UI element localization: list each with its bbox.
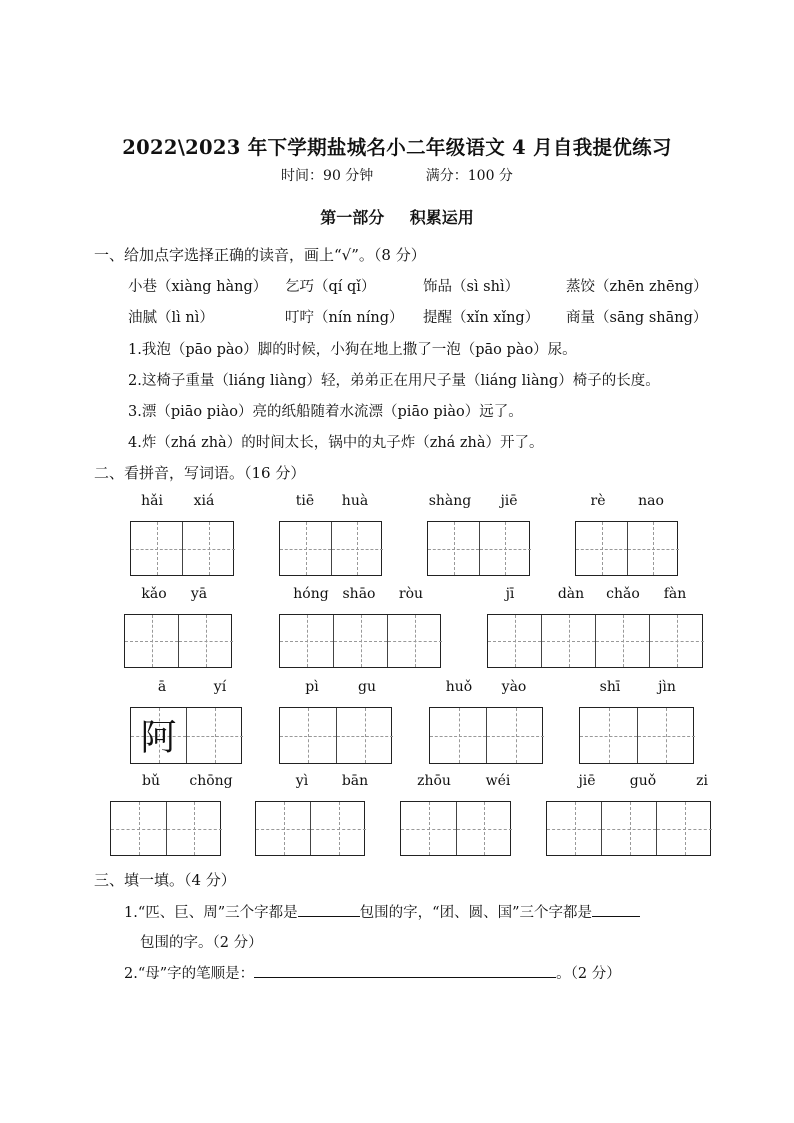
part-name: 第一部分 bbox=[320, 208, 385, 227]
guide-line-horizontal bbox=[334, 641, 387, 642]
guide-line-horizontal bbox=[280, 549, 331, 550]
tianzige-grid bbox=[579, 707, 694, 764]
sample-character: 阿 bbox=[140, 716, 177, 758]
q3-item1 bbox=[124, 901, 640, 922]
pinyin-label: huǒ bbox=[445, 679, 473, 695]
pinyin-label: shāo bbox=[342, 586, 376, 602]
pinyin-label: hǎi bbox=[141, 493, 163, 509]
tianzige-grid bbox=[110, 801, 221, 856]
pinyin-label: jī bbox=[505, 586, 515, 602]
pinyin-label: zhōu bbox=[417, 773, 451, 789]
pinyin-label: hóng bbox=[293, 586, 329, 602]
guide-line-horizontal bbox=[488, 641, 541, 642]
guide-line-horizontal bbox=[337, 736, 394, 737]
writing-cell[interactable] bbox=[280, 615, 334, 667]
q2-heading: 二、看拼音，写词语。（16 分） bbox=[94, 464, 306, 482]
pinyin-label: jiē bbox=[500, 493, 518, 509]
time-limit: 时间：90 分钟 bbox=[281, 168, 374, 184]
guide-line-horizontal bbox=[183, 549, 235, 550]
guide-line-horizontal bbox=[428, 549, 479, 550]
guide-line-horizontal bbox=[657, 829, 712, 830]
writing-cell[interactable] bbox=[337, 708, 394, 763]
q3-item2-text-a: 2.“母”字的笔顺是： bbox=[124, 966, 255, 982]
pinyin-label: bān bbox=[341, 773, 369, 789]
q1-sentence-2: 2.这椅子重量（liáng liàng）轻，弟弟正在用尺子量（liáng liàng）椅子的长度。 bbox=[128, 373, 660, 389]
q3-item1-text-a: 1.“匹、巨、周”三个字都是 bbox=[124, 905, 298, 921]
writing-cell[interactable] bbox=[131, 708, 187, 763]
pinyin-label: ròu bbox=[398, 586, 424, 602]
q1-row1-2: 饰品（sì shì） bbox=[423, 279, 520, 295]
guide-line-horizontal bbox=[580, 736, 637, 737]
q3-blank-3[interactable] bbox=[254, 963, 556, 978]
pinyin-label: wéi bbox=[485, 773, 511, 789]
guide-line-horizontal bbox=[332, 549, 384, 550]
guide-line-horizontal bbox=[547, 829, 601, 830]
pinyin-label: jìn bbox=[658, 679, 676, 695]
tianzige-grid bbox=[546, 801, 711, 856]
writing-cell[interactable] bbox=[542, 615, 596, 667]
q3-heading: 三、填一填。（4 分） bbox=[94, 871, 236, 889]
part-heading bbox=[0, 205, 794, 228]
tianzige-grid bbox=[429, 707, 543, 764]
tianzige-grid bbox=[279, 521, 382, 576]
guide-line-horizontal bbox=[388, 641, 442, 642]
writing-cell[interactable] bbox=[430, 708, 487, 763]
writing-cell[interactable] bbox=[183, 522, 235, 575]
tianzige-grid bbox=[427, 521, 530, 576]
pinyin-label: huà bbox=[341, 493, 369, 509]
guide-line-horizontal bbox=[457, 829, 513, 830]
guide-line-horizontal bbox=[256, 829, 310, 830]
q3-item2 bbox=[124, 962, 621, 983]
q1-row1-3: 蒸饺（zhēn zhēng） bbox=[566, 279, 708, 295]
writing-cell[interactable] bbox=[480, 522, 532, 575]
guide-line-horizontal bbox=[280, 641, 333, 642]
pinyin-label: yí bbox=[213, 679, 227, 695]
guide-line-horizontal bbox=[179, 641, 233, 642]
guide-line-horizontal bbox=[480, 549, 532, 550]
q1-sentence-1: 1.我泡（pāo pào）脚的时候，小狗在地上撒了一泡（pāo pào）尿。 bbox=[128, 342, 577, 358]
writing-cell[interactable] bbox=[580, 708, 638, 763]
tianzige-grid bbox=[124, 614, 232, 668]
q1-heading: 一、给加点字选择正确的读音，画上“√”。（8 分） bbox=[94, 246, 426, 264]
tianzige-grid bbox=[130, 707, 242, 764]
writing-cell[interactable] bbox=[487, 708, 544, 763]
pinyin-label: dàn bbox=[557, 586, 585, 602]
tianzige-grid bbox=[279, 707, 392, 764]
q3-item1-text-b: 包围的字，“团、圆、国”三个字都是 bbox=[359, 905, 592, 921]
writing-cell[interactable] bbox=[111, 802, 167, 855]
writing-cell[interactable] bbox=[280, 522, 332, 575]
writing-cell[interactable] bbox=[187, 708, 243, 763]
writing-cell[interactable] bbox=[125, 615, 179, 667]
guide-line-horizontal bbox=[542, 641, 595, 642]
writing-cell[interactable] bbox=[638, 708, 696, 763]
writing-cell[interactable] bbox=[131, 522, 183, 575]
writing-cell[interactable] bbox=[547, 802, 602, 855]
q3-item2-text-b: 。（2 分） bbox=[556, 966, 621, 982]
writing-cell[interactable] bbox=[401, 802, 457, 855]
pinyin-label: zi bbox=[696, 773, 708, 789]
writing-cell[interactable] bbox=[428, 522, 480, 575]
writing-cell[interactable] bbox=[488, 615, 542, 667]
part-subtitle: 积累运用 bbox=[409, 208, 474, 227]
pinyin-label: pì bbox=[305, 679, 319, 695]
pinyin-label: chōng bbox=[189, 773, 233, 789]
q1-row1-0: 小巷（xiàng hàng） bbox=[128, 279, 268, 295]
pinyin-label: tiē bbox=[295, 493, 315, 509]
tianzige-grid bbox=[130, 521, 234, 576]
pinyin-label: ā bbox=[157, 679, 167, 695]
exam-info bbox=[0, 165, 794, 185]
pinyin-label: fàn bbox=[663, 586, 687, 602]
tianzige-grid bbox=[279, 614, 441, 668]
tianzige-grid bbox=[255, 801, 365, 856]
q1-row2-1: 叮咛（nín níng） bbox=[285, 310, 404, 326]
guide-line-horizontal bbox=[131, 549, 182, 550]
guide-line-horizontal bbox=[167, 829, 223, 830]
pinyin-label: guǒ bbox=[629, 773, 657, 789]
guide-line-horizontal bbox=[650, 641, 704, 642]
pinyin-label: chǎo bbox=[606, 586, 640, 602]
guide-line-horizontal bbox=[487, 736, 544, 737]
writing-cell[interactable] bbox=[650, 615, 704, 667]
page-title: 2022\2023 年下学期盐城名小二年级语文 4 月自我提优练习 bbox=[122, 136, 672, 159]
q1-sentence-4: 4.炸（zhá zhà）的时间太长，锅中的丸子炸（zhá zhà）开了。 bbox=[128, 435, 544, 451]
guide-line-horizontal bbox=[596, 641, 649, 642]
pinyin-label: yì bbox=[295, 773, 309, 789]
q1-sentence-3: 3.漂（piāo piào）亮的纸船随着水流漂（piāo piào）远了。 bbox=[128, 404, 523, 420]
guide-line-horizontal bbox=[638, 736, 696, 737]
writing-cell[interactable] bbox=[179, 615, 233, 667]
pinyin-label: shàng bbox=[428, 493, 472, 509]
writing-cell[interactable] bbox=[334, 615, 388, 667]
q3-blank-2[interactable] bbox=[592, 902, 640, 917]
guide-line-horizontal bbox=[280, 736, 336, 737]
pinyin-label: jiē bbox=[578, 773, 596, 789]
pinyin-label: nao bbox=[638, 493, 664, 509]
writing-cell[interactable] bbox=[311, 802, 366, 855]
writing-cell[interactable] bbox=[628, 522, 680, 575]
writing-cell[interactable] bbox=[576, 522, 628, 575]
pinyin-label: bǔ bbox=[142, 773, 160, 789]
guide-line-horizontal bbox=[602, 829, 656, 830]
pinyin-label: yā bbox=[190, 586, 208, 602]
writing-cell[interactable] bbox=[256, 802, 311, 855]
pinyin-label: shī bbox=[599, 679, 621, 695]
q1-row2-2: 提醒（xǐn xǐng） bbox=[423, 310, 540, 326]
q3-item1-cont: 包围的字。（2 分） bbox=[140, 935, 263, 951]
guide-line-horizontal bbox=[125, 641, 178, 642]
writing-cell[interactable] bbox=[280, 708, 337, 763]
pinyin-label: gu bbox=[358, 679, 376, 695]
pinyin-label: xiá bbox=[193, 493, 215, 509]
guide-line-horizontal bbox=[187, 736, 243, 737]
writing-cell[interactable] bbox=[457, 802, 513, 855]
guide-line-horizontal bbox=[628, 549, 680, 550]
writing-cell[interactable] bbox=[602, 802, 657, 855]
pinyin-label: rè bbox=[590, 493, 606, 509]
full-score: 满分：100 分 bbox=[425, 168, 513, 184]
tianzige-grid bbox=[487, 614, 703, 668]
q1-row2-0: 油腻（lì nì） bbox=[128, 310, 214, 326]
writing-cell[interactable] bbox=[596, 615, 650, 667]
guide-line-horizontal bbox=[111, 829, 166, 830]
pinyin-label: yào bbox=[501, 679, 527, 695]
writing-cell[interactable] bbox=[332, 522, 384, 575]
tianzige-grid bbox=[575, 521, 678, 576]
guide-line-horizontal bbox=[311, 829, 366, 830]
writing-cell[interactable] bbox=[167, 802, 223, 855]
guide-line-horizontal bbox=[430, 736, 486, 737]
q1-row2-3: 商量（sāng shāng） bbox=[566, 310, 708, 326]
pinyin-label: kǎo bbox=[141, 586, 167, 602]
guide-line-horizontal bbox=[576, 549, 627, 550]
writing-cell[interactable] bbox=[657, 802, 712, 855]
q3-blank-1[interactable] bbox=[298, 902, 360, 917]
q1-row1-1: 乞巧（qí qǐ） bbox=[285, 279, 376, 295]
guide-line-horizontal bbox=[401, 829, 456, 830]
tianzige-grid bbox=[400, 801, 511, 856]
writing-cell[interactable] bbox=[388, 615, 442, 667]
